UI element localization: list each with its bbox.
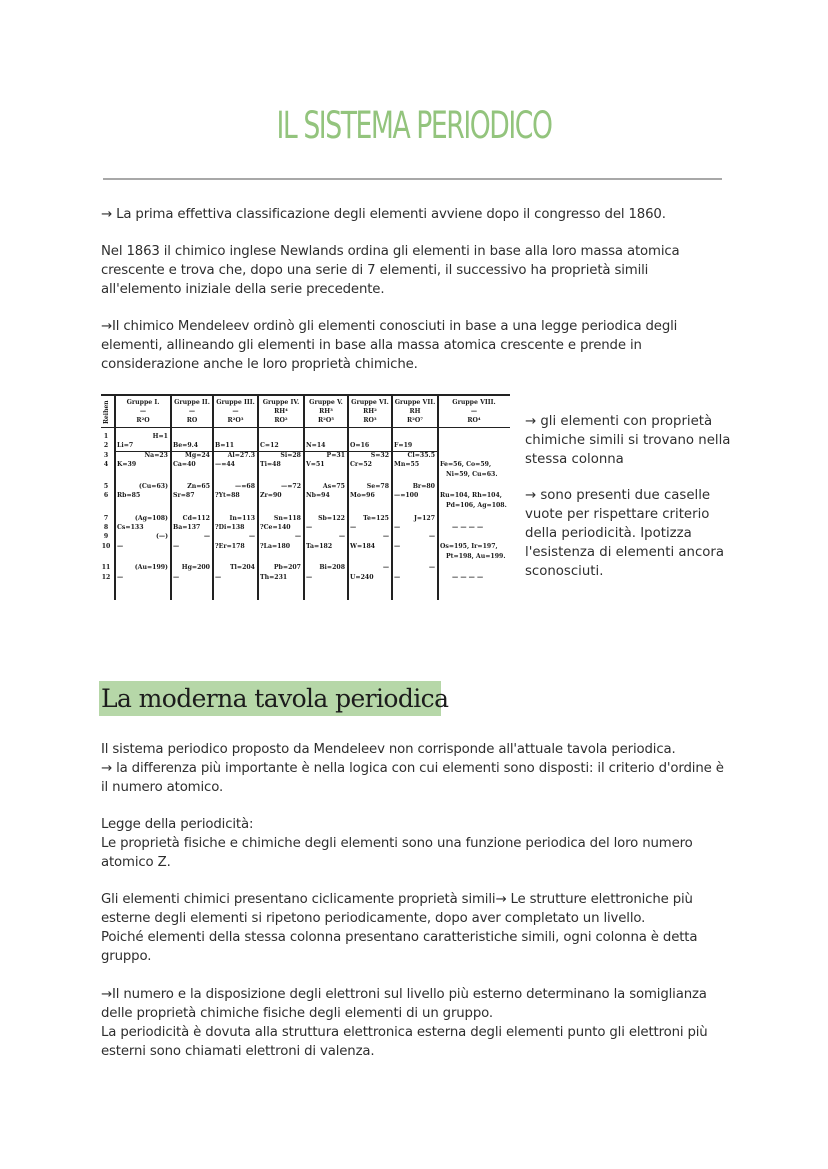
element-cell: — xyxy=(248,533,255,540)
element-cell: —=100 xyxy=(394,492,419,499)
element-cell: Tl=204 xyxy=(229,564,255,571)
element-cell: J=127 xyxy=(413,515,435,522)
section2-text-3b: Poiché elementi della stessa colonna presentano caratteristiche simili, ogni colonna è detta gruppo. xyxy=(101,930,698,964)
group-header xyxy=(115,398,171,425)
group-oxide: RO³ xyxy=(363,417,377,424)
element-cell: Ba=137 xyxy=(173,524,201,531)
intro-text-3: →Il chimico Mendeleev ordinò gli elementi conosciuti in base a una legge periodica degli elementi, allineando gli elementi in base alla massa atomica crescente e prende in considerazione anche le loro proprietà chimiche. xyxy=(101,319,678,372)
row-number: 5 xyxy=(103,483,109,490)
element-cell: (—) xyxy=(155,533,168,540)
group-hydride: — xyxy=(470,408,478,415)
group-oxide: RO xyxy=(186,417,198,424)
group-hydride: — xyxy=(139,408,147,415)
element-cell: Se=78 xyxy=(366,483,389,490)
element-cell: W=184 xyxy=(350,543,376,550)
element-cell: Ti=48 xyxy=(260,461,281,468)
element-cell: In=113 xyxy=(229,515,255,522)
group-oxide: R²O⁵ xyxy=(318,417,334,424)
row-number: 10 xyxy=(101,543,111,550)
side-note-2-text: → sono presenti due caselle vuote per rispettare criterio della periodicità. Ipotizza l'esistenza di elementi ancora sconosciuti. xyxy=(525,488,725,579)
section2-text-1b: → la differenza più importante è nella logica con cui elementi sono disposti: il criterio d'ordine è il numero atomico. xyxy=(101,761,724,795)
section2-paragraph-1 xyxy=(101,740,731,797)
group-name: Gruppe VIII. xyxy=(452,399,496,406)
element-cell: —=68 xyxy=(235,483,255,490)
row-number: 4 xyxy=(103,461,109,468)
table-header-rule xyxy=(101,427,510,428)
element-cell: ?La=180 xyxy=(260,543,291,550)
element-cell: Sn=118 xyxy=(273,515,301,522)
element-cell: Zr=90 xyxy=(260,492,282,499)
intro-text-2: Nel 1863 il chimico inglese Newlands ordina gli elementi in base alla loro massa atomica crescente e trova che, dopo una serie di 7 elementi, il successivo ha proprietà simili all'elemento iniziale della serie precedente. xyxy=(101,244,680,297)
element-cell: — — — — xyxy=(452,574,484,581)
element-cell: — xyxy=(215,574,222,581)
periodic-law xyxy=(101,815,731,872)
element-cell: ?Er=178 xyxy=(215,543,245,550)
element-cell: Si=28 xyxy=(280,452,301,459)
element-cell: — xyxy=(394,543,401,550)
group-header xyxy=(438,398,510,425)
table-row-rule xyxy=(115,451,438,452)
element-cell: — xyxy=(394,574,401,581)
element-cell: —=72 xyxy=(281,483,301,490)
group-oxide: R²O xyxy=(136,417,150,424)
element-cell: — xyxy=(306,574,313,581)
intro-text-1: → La prima effettiva classificazione degli elementi avviene dopo il congresso del 1860. xyxy=(101,207,666,222)
section2-text-4a: →Il numero e la disposizione degli elettroni sul livello più esterno determinano la somiglianza delle proprietà chimiche fisiche degli elementi di un gruppo. xyxy=(101,987,707,1021)
element-cell: S=32 xyxy=(370,452,389,459)
element-cell: N=14 xyxy=(306,442,326,449)
group-header xyxy=(304,398,348,425)
element-cell: — xyxy=(394,524,401,531)
group-hydride: RH xyxy=(409,408,421,415)
row-number: 7 xyxy=(103,515,109,522)
group-header xyxy=(258,398,304,425)
row-number: 1 xyxy=(103,433,109,440)
element-cell: Os=195, Ir=197, xyxy=(440,543,498,550)
row-number: 11 xyxy=(101,564,111,571)
element-cell: — xyxy=(117,574,124,581)
group-hydride: RH⁴ xyxy=(274,408,288,415)
element-cell: Cl=35.5 xyxy=(407,452,435,459)
side-note-1-text: → gli elementi con proprietà chimiche simili si trovano nella stessa colonna xyxy=(525,414,731,467)
page-title: IL SISTEMA PERIODICO xyxy=(276,104,552,147)
side-note-1 xyxy=(525,412,735,469)
element-cell: — xyxy=(382,533,389,540)
element-cell: V=51 xyxy=(306,461,325,468)
row-number: 3 xyxy=(103,452,109,459)
element-cell: —=44 xyxy=(215,461,235,468)
element-cell: (Ag=108) xyxy=(134,515,168,522)
element-cell: Fe=56, Co=59, xyxy=(440,461,492,468)
element-cell: Mg=24 xyxy=(185,452,210,459)
group-hydride: — xyxy=(188,408,196,415)
element-cell: — xyxy=(306,524,313,531)
reihen-label: Reihen xyxy=(103,400,110,424)
periodic-law-title: Legge della periodicità: xyxy=(101,817,254,832)
group-header xyxy=(392,398,438,425)
element-cell: Ta=182 xyxy=(306,543,333,550)
element-cell: Nb=94 xyxy=(306,492,330,499)
group-oxide: R²O³ xyxy=(227,417,244,424)
group-header xyxy=(348,398,392,425)
element-cell: Mn=55 xyxy=(394,461,420,468)
element-cell: Li=7 xyxy=(117,442,134,449)
element-cell: — xyxy=(350,524,357,531)
intro-paragraph-2 xyxy=(101,242,731,299)
row-number: 8 xyxy=(103,524,109,531)
element-cell: As=75 xyxy=(322,483,345,490)
element-cell: — xyxy=(294,533,301,540)
element-cell: Mo=96 xyxy=(350,492,375,499)
element-cell: Sb=122 xyxy=(318,515,345,522)
element-cell: Bi=208 xyxy=(319,564,345,571)
element-cell: Sr=87 xyxy=(173,492,195,499)
section2-paragraph-3 xyxy=(101,890,731,966)
group-oxide: RO⁴ xyxy=(467,417,481,424)
group-name: Gruppe I. xyxy=(126,399,160,406)
element-cell: ?Ce=140 xyxy=(260,524,291,531)
section2-paragraph-4 xyxy=(101,985,731,1061)
element-cell: Cs=133 xyxy=(117,524,144,531)
element-cell: (Cu=63) xyxy=(138,483,168,490)
element-cell: C=12 xyxy=(260,442,279,449)
group-name: Gruppe VII. xyxy=(394,399,436,406)
element-cell: F=19 xyxy=(394,442,413,449)
group-hydride: RH³ xyxy=(319,408,333,415)
group-name: Gruppe V. xyxy=(309,399,343,406)
group-name: Gruppe IV. xyxy=(262,399,300,406)
element-cell: O=16 xyxy=(350,442,370,449)
group-header xyxy=(213,398,258,425)
element-cell: Zn=65 xyxy=(187,483,210,490)
periodic-law-text: Le proprietà fisiche e chimiche degli elementi sono una funzione periodica del loro numero atomico Z. xyxy=(101,836,693,870)
section2-text-4b: La periodicità è dovuta alla struttura elettronica esterna degli elementi punto gli elettroni più esterni sono chiamati elettroni di valenza. xyxy=(101,1025,708,1059)
element-cell: — xyxy=(428,533,435,540)
mendeleev-table-figure xyxy=(101,392,510,604)
group-header xyxy=(171,398,213,425)
element-cell: — xyxy=(338,533,345,540)
element-cell: Al=27.3 xyxy=(227,452,255,459)
element-cell: H=1 xyxy=(152,433,168,440)
group-name: Gruppe III. xyxy=(216,399,255,406)
element-cell: Ca=40 xyxy=(173,461,196,468)
row-number: 2 xyxy=(103,442,109,449)
element-cell: Cr=52 xyxy=(350,461,372,468)
element-cell: Pb=207 xyxy=(273,564,301,571)
element-cell: U=240 xyxy=(350,574,374,581)
element-cell: — xyxy=(173,543,180,550)
element-cell: (Au=199) xyxy=(134,564,168,571)
element-cell: Br=80 xyxy=(412,483,435,490)
element-cell: K=39 xyxy=(117,461,137,468)
table-top-rule xyxy=(101,394,510,396)
element-cell: Te=125 xyxy=(363,515,389,522)
group-name: Gruppe VI. xyxy=(351,399,389,406)
element-cell: Be=9.4 xyxy=(173,442,199,449)
group-hydride: RH² xyxy=(363,408,377,415)
element-cell-continued: Ni=59, Cu=63. xyxy=(446,471,498,478)
section2-text-1a: Il sistema periodico proposto da Mendeleev non corrisponde all'attuale tavola periodica. xyxy=(101,742,676,757)
element-cell: ?Yt=88 xyxy=(215,492,240,499)
element-cell: Hg=200 xyxy=(181,564,210,571)
element-cell: Ru=104, Rh=104, xyxy=(440,492,502,499)
row-number: 12 xyxy=(101,574,111,581)
element-cell: — xyxy=(173,574,180,581)
row-number: 6 xyxy=(103,492,109,499)
group-oxide: RO² xyxy=(274,417,288,424)
section2-text-3a: Gli elementi chimici presentano ciclicamente proprietà simili→ Le strutture elettroniche più esterne degli elementi si ripetono periodicamente, dopo aver completato un livello. xyxy=(101,892,693,926)
element-cell-continued: Pd=106, Ag=108. xyxy=(446,502,507,509)
group-name: Gruppe II. xyxy=(174,399,210,406)
element-cell: P=31 xyxy=(326,452,345,459)
row-number: 9 xyxy=(103,533,109,540)
element-cell: — xyxy=(203,533,210,540)
section-heading-modern-table: La moderna tavola periodica xyxy=(99,681,441,716)
element-cell: Na=23 xyxy=(144,452,168,459)
intro-paragraph-1 xyxy=(101,205,731,224)
element-cell: Rb=85 xyxy=(117,492,141,499)
group-hydride: — xyxy=(232,408,239,415)
element-cell: — xyxy=(382,564,389,571)
element-cell: B=11 xyxy=(215,442,235,449)
element-cell: — — — — xyxy=(452,524,484,531)
group-oxide: R²O⁷ xyxy=(407,417,423,424)
title-divider xyxy=(103,178,722,180)
element-cell-continued: Pt=198, Au=199. xyxy=(446,553,506,560)
element-cell: — xyxy=(428,564,435,571)
intro-paragraph-3 xyxy=(101,317,731,374)
element-cell: Cd=112 xyxy=(182,515,210,522)
element-cell: ?Di=138 xyxy=(215,524,245,531)
element-cell: Th=231 xyxy=(260,574,288,581)
side-note-2 xyxy=(525,486,735,581)
element-cell: — xyxy=(117,543,124,550)
